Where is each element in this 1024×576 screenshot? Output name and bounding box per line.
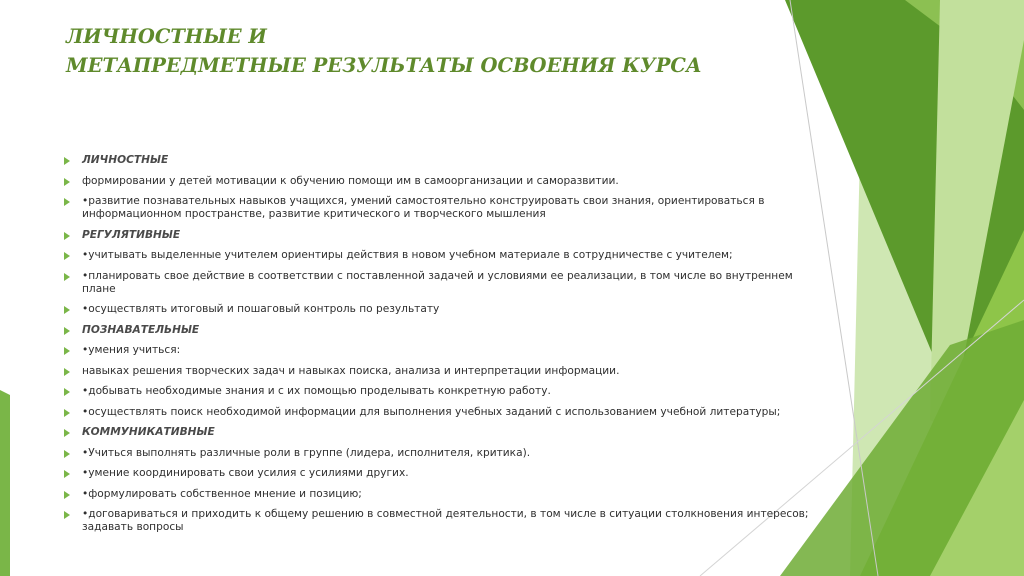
list-item <box>64 270 824 296</box>
triangle-bullet-icon <box>64 157 70 165</box>
triangle-bullet-icon <box>64 450 70 458</box>
list-item-text: •умения учиться: <box>82 344 181 356</box>
list-item-text: КОММУНИКАТИВНЫЕ <box>82 426 215 438</box>
list-item <box>64 508 824 534</box>
triangle-bullet-icon <box>64 409 70 417</box>
list-item <box>64 175 824 188</box>
triangle-bullet-icon <box>64 327 70 335</box>
triangle-bullet-icon <box>64 511 70 519</box>
list-item <box>64 385 824 398</box>
list-item-text: •развитие познавательных навыков учащихся, умений самостоятельно конструировать свои знания, ориентироваться в информационном пространстве, развитие критического и творческого мышления <box>82 195 765 220</box>
list-item-text: •договариваться и приходить к общему решению в совместной деятельности, в том числе в ситуации столкновения интересов; задавать вопросы <box>82 508 809 533</box>
list-item-text: ПОЗНАВАТЕЛЬНЫЕ <box>82 323 200 336</box>
title-line-1: ЛИЧНОСТНЫЕ И <box>66 25 267 48</box>
list-item-text: •планировать свое действие в соответствии с поставленной задачей и условиями ее реализации, в том числе во внутреннем плане <box>82 269 793 295</box>
list-item <box>64 365 824 378</box>
triangle-bullet-icon <box>64 306 70 314</box>
list-item <box>64 406 824 419</box>
section-heading <box>64 324 824 337</box>
list-item <box>64 195 824 221</box>
triangle-bullet-icon <box>64 252 70 260</box>
triangle-bullet-icon <box>64 198 70 206</box>
list-item-text: РЕГУЛЯТИВНЫЕ <box>82 228 181 241</box>
list-item <box>64 447 824 460</box>
triangle-bullet-icon <box>64 470 70 478</box>
list-item-text: •добывать необходимые знания и с их помощью проделывать конкретную работу. <box>82 385 551 397</box>
triangle-bullet-icon <box>64 429 70 437</box>
title-line-2: МЕТАПРЕДМЕТНЫЕ РЕЗУЛЬТАТЫ ОСВОЕНИЯ КУРСА <box>66 54 702 77</box>
triangle-bullet-icon <box>64 273 70 281</box>
triangle-bullet-icon <box>64 178 70 186</box>
list-item-text: •учитывать выделенные учителем ориентиры действия в новом учебном материале в сотрудничестве с учителем; <box>82 249 733 261</box>
list-item <box>64 303 824 316</box>
list-item-text: •Учиться выполнять различные роли в группе (лидера, исполнителя, критика). <box>82 446 531 459</box>
page-title <box>66 22 766 80</box>
list-item-text: •осуществлять итоговый и пошаговый контроль по результату <box>82 303 440 315</box>
list-item-text: ЛИЧНОСТНЫЕ <box>82 154 169 166</box>
list-item <box>64 488 824 501</box>
list-item <box>64 467 824 480</box>
list-item-text: •формулировать собственное мнение и позицию; <box>82 487 362 500</box>
triangle-bullet-icon <box>64 368 70 376</box>
list-item-text: формировании у детей мотивации к обучению помощи им в самоорганизации и саморазвитии. <box>82 174 619 187</box>
triangle-bullet-icon <box>64 388 70 396</box>
triangle-bullet-icon <box>64 491 70 499</box>
triangle-bullet-icon <box>64 232 70 240</box>
section-heading <box>64 426 824 439</box>
list-item <box>64 249 824 262</box>
list-item-text: •осуществлять поиск необходимой информации для выполнения учебных заданий с использованием учебной литературы; <box>82 405 781 418</box>
list-item <box>64 344 824 357</box>
list-item-text: навыках решения творческих задач и навыках поиска, анализа и интерпретации информации. <box>82 364 620 377</box>
triangle-bullet-icon <box>64 347 70 355</box>
section-heading <box>64 154 824 167</box>
results-list <box>64 154 824 542</box>
left-green-strip <box>0 390 10 576</box>
list-item-text: •умение координировать свои усилия с усилиями других. <box>82 467 409 479</box>
section-heading <box>64 229 824 242</box>
